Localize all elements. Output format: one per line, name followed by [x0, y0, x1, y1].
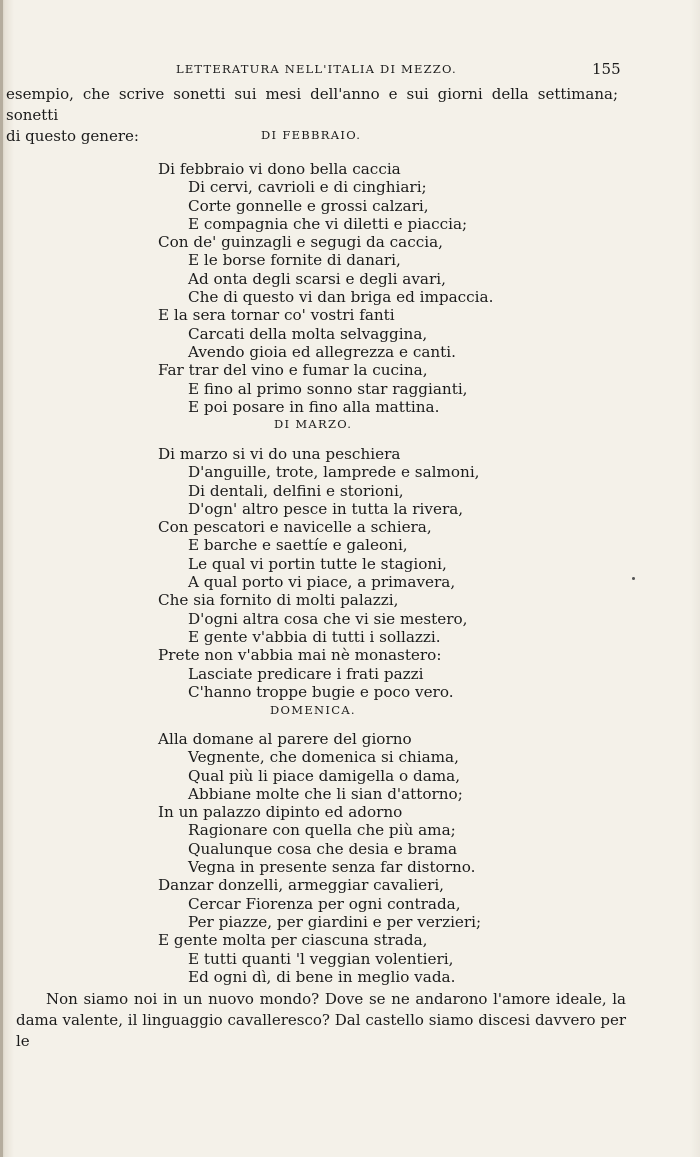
print-speck	[632, 577, 635, 580]
running-title: LETTERATURA NELL'ITALIA DI MEZZO.	[176, 62, 457, 76]
verse-line: E compagnia che vi diletti e piaccia;	[188, 214, 468, 233]
verse-line: Ragionare con quella che più ama;	[188, 821, 456, 840]
section-title-febbraio: DI FEBBRAIO.	[261, 128, 362, 142]
verse-line: E tutti quanti 'l veggian volentieri,	[188, 949, 454, 968]
verse-line: D'ogn' altro pesce in tutta la rivera,	[188, 499, 464, 518]
closing-paragraph	[6, 989, 626, 1052]
verse-line: Ad onta degli scarsi e degli avari,	[188, 269, 446, 288]
verse-line: Con de' guinzagli e segugi da caccia,	[158, 233, 443, 252]
intro-line: esempio, che scrive sonetti sui mesi dell'anno e sui giorni della settimana; sonetti	[6, 85, 618, 124]
intro-line: di questo genere:	[6, 127, 139, 145]
verse-line: Danzar donzelli, armeggiar cavalieri,	[158, 876, 445, 895]
verse-line: Far trar del vino e fumar la cucina,	[158, 361, 428, 380]
page-number: 155	[592, 60, 621, 78]
verse-line: In un palazzo dipinto ed adorno	[158, 803, 403, 822]
closing-line: dama valente, il linguaggio cavalleresco? Dal castello siamo discesi davvero per le	[16, 1011, 626, 1050]
verse-line: Di cervi, cavrioli e di cinghiari;	[188, 178, 427, 197]
sonnet-febbraio	[158, 160, 493, 416]
verse-line: Con pescatori e navicelle a schiera,	[158, 518, 432, 537]
verse-line: Prete non v'abbia mai nè monastero:	[158, 646, 442, 665]
verse-line: E gente molta per ciascuna strada,	[158, 931, 428, 950]
verse-line: E le borse fornite di danari,	[188, 251, 401, 270]
sonnet-domenica	[158, 730, 481, 986]
verse-line: A qual porto vi piace, a primavera,	[188, 573, 456, 592]
verse-line: E barche e saettíe e galeoni,	[188, 536, 408, 555]
verse-line: E gente v'abbia di tutti i sollazzi.	[188, 627, 441, 646]
verse-line: E la sera tornar co' vostri fanti	[158, 306, 395, 325]
verse-line: Le qual vi portin tutte le stagioni,	[188, 554, 447, 573]
verse-line: Abbiane molte che li sian d'attorno;	[188, 784, 463, 803]
verse-line: Di dentali, delfini e storioni,	[188, 481, 404, 500]
running-head	[0, 62, 700, 82]
verse-line: Per piazze, per giardini e per verzieri;	[188, 912, 482, 931]
verse-line: Avendo gioia ed allegrezza e canti.	[188, 342, 456, 361]
closing-line: Non siamo noi in un nuovo mondo? Dove se ne andarono l'amore ideale, la	[46, 990, 626, 1008]
verse-line: Cercar Fiorenza per ogni contrada,	[188, 894, 461, 913]
verse-line: Vegnente, che domenica si chiama,	[188, 748, 459, 767]
verse-line: Di febbraio vi dono bella caccia	[158, 160, 401, 178]
verse-line: C'hanno troppe bugie e poco vero.	[188, 682, 454, 701]
verse-line: Carcati della molta selvaggina,	[188, 324, 428, 343]
verse-line: Che di questo vi dan briga ed impaccia.	[188, 288, 494, 307]
verse-line: Corte gonnelle e grossi calzari,	[188, 196, 429, 215]
verse-line: Vegna in presente senza far distorno.	[188, 858, 476, 877]
verse-line: Ed ogni dì, di bene in meglio vada.	[188, 967, 456, 986]
verse-line: D'anguille, trote, lamprede e salmoni,	[188, 463, 480, 482]
section-title-marzo: DI MARZO.	[274, 417, 353, 431]
verse-line: Di marzo si vi do una peschiera	[158, 445, 401, 463]
verse-line: E fino al primo sonno star raggianti,	[188, 379, 468, 398]
verse-line: Alla domane al parere del giorno	[158, 730, 412, 748]
verse-line: Qualunque cosa che desia e brama	[188, 839, 458, 858]
verse-line: Che sia fornito di molti palazzi,	[158, 591, 399, 610]
verse-line: Lasciate predicare i frati pazzi	[188, 664, 424, 683]
section-title-domenica: DOMENICA.	[270, 703, 356, 717]
verse-line: Qual più li piace damigella o dama,	[188, 766, 461, 785]
verse-line: D'ogni altra cosa che vi sie mestero,	[188, 609, 468, 628]
sonnet-marzo	[158, 445, 480, 701]
verse-line: E poi posare in fino alla mattina.	[188, 397, 440, 416]
